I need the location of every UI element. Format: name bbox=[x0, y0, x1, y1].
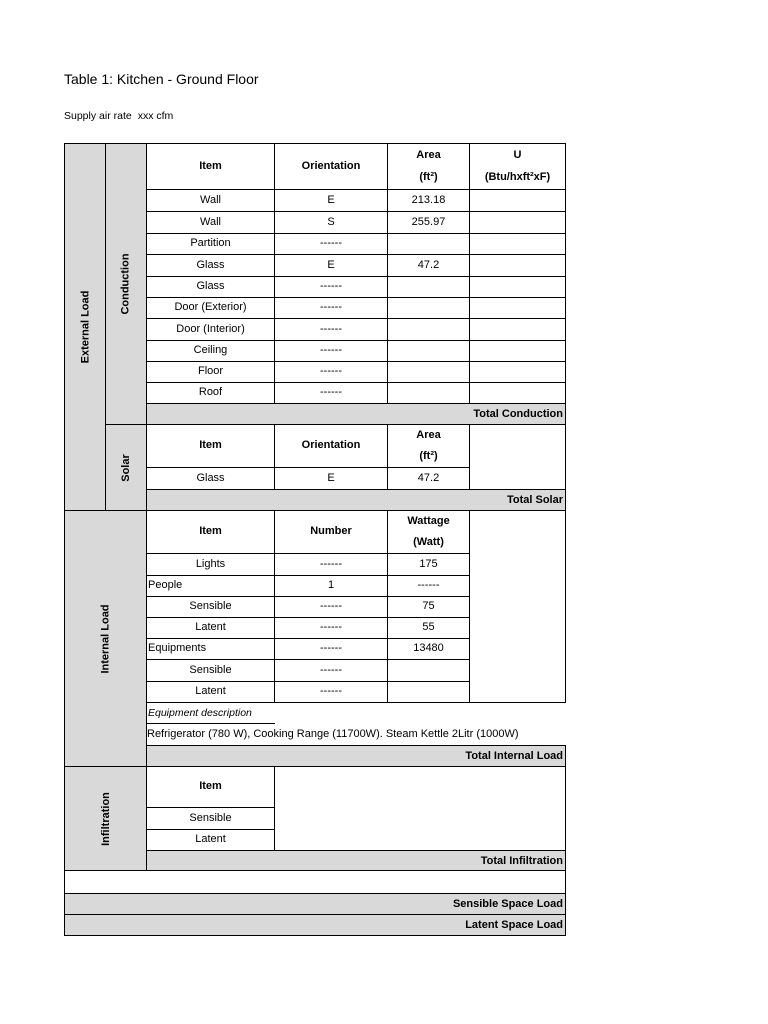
group-solar bbox=[105, 424, 147, 511]
conduction-header-area-unit: (ft²) bbox=[419, 170, 438, 183]
internal-number-cell: ------ bbox=[274, 553, 388, 576]
equipment-description-label: Equipment description bbox=[148, 707, 252, 719]
solar-item-cell: Glass bbox=[146, 467, 275, 490]
internal-item-cell: Latent bbox=[146, 617, 275, 639]
conduction-header-orientation bbox=[274, 143, 388, 190]
conduction-area-cell bbox=[387, 361, 470, 383]
internal-wattage-cell: 55 bbox=[387, 617, 470, 639]
infiltration-value-cell bbox=[274, 766, 566, 851]
internal-item-cell: Sensible bbox=[146, 659, 275, 682]
conduction-u-cell bbox=[469, 340, 566, 362]
internal-item-cell: People bbox=[146, 575, 275, 597]
solar-header-item-label: Item bbox=[199, 439, 222, 452]
internal-header-number bbox=[274, 510, 388, 554]
conduction-item-cell: Floor bbox=[146, 361, 275, 383]
total-conduction-row: Total Conduction bbox=[146, 403, 566, 425]
internal-item-cell: Sensible bbox=[146, 596, 275, 618]
conduction-orientation-cell: ------ bbox=[274, 361, 388, 383]
conduction-item-cell: Door (Interior) bbox=[146, 318, 275, 341]
internal-number-cell: ------ bbox=[274, 638, 388, 660]
group-external-load bbox=[64, 143, 106, 511]
internal-wattage-cell: 13480 bbox=[387, 638, 470, 660]
conduction-header-item bbox=[146, 143, 275, 190]
conduction-item-cell: Wall bbox=[146, 211, 275, 234]
internal-number-cell: ------ bbox=[274, 659, 388, 682]
conduction-u-cell bbox=[469, 276, 566, 298]
conduction-header-area-label: Area bbox=[416, 149, 441, 162]
conduction-orientation-cell: E bbox=[274, 254, 388, 277]
conduction-u-cell bbox=[469, 233, 566, 255]
internal-number-cell: ------ bbox=[274, 617, 388, 639]
internal-wattage-cell bbox=[387, 681, 470, 703]
infiltration-item-cell: Sensible bbox=[146, 807, 275, 830]
group-solar-text: Solar bbox=[119, 453, 132, 482]
internal-wattage-cell: ------ bbox=[387, 575, 470, 597]
conduction-area-cell: 255.97 bbox=[387, 211, 470, 234]
internal-header-number-label: Number bbox=[310, 525, 352, 538]
conduction-orientation-cell: ------ bbox=[274, 276, 388, 298]
internal-wattage-cell bbox=[387, 659, 470, 682]
solar-header-area-unit: (ft²) bbox=[419, 450, 438, 462]
infiltration-item-cell: Latent bbox=[146, 829, 275, 851]
total-internal-load-row: Total Internal Load bbox=[146, 745, 566, 767]
supply-value: xxx cfm bbox=[137, 110, 174, 122]
conduction-header-area bbox=[387, 143, 470, 190]
conduction-item-cell: Partition bbox=[146, 233, 275, 255]
page-title: Table 1: Kitchen - Ground Floor bbox=[64, 71, 259, 87]
solar-area-cell: 47.2 bbox=[387, 467, 470, 490]
internal-item-cell: Equipments bbox=[146, 638, 275, 660]
solar-orientation-cell: E bbox=[274, 467, 388, 490]
conduction-item-cell: Roof bbox=[146, 382, 275, 404]
internal-item-cell: Latent bbox=[146, 681, 275, 703]
total-solar-row: Total Solar bbox=[146, 489, 566, 511]
conduction-area-cell bbox=[387, 276, 470, 298]
conduction-u-cell bbox=[469, 382, 566, 404]
conduction-orientation-cell: ------ bbox=[274, 233, 388, 255]
conduction-item-cell: Glass bbox=[146, 276, 275, 298]
conduction-header-u-label: U bbox=[513, 149, 522, 162]
solar-header-area-label: Area bbox=[416, 428, 441, 441]
conduction-u-cell bbox=[469, 318, 566, 341]
conduction-orientation-cell: ------ bbox=[274, 382, 388, 404]
conduction-area-cell bbox=[387, 318, 470, 341]
conduction-u-cell bbox=[469, 189, 566, 212]
conduction-area-cell bbox=[387, 382, 470, 404]
internal-item-cell: Lights bbox=[146, 553, 275, 576]
conduction-u-cell bbox=[469, 254, 566, 277]
solar-header-item bbox=[146, 424, 275, 468]
total-infiltration-row: Total Infiltration bbox=[146, 850, 566, 871]
conduction-item-cell: Door (Exterior) bbox=[146, 297, 275, 319]
conduction-item-cell: Glass bbox=[146, 254, 275, 277]
internal-wattage-cell: 175 bbox=[387, 553, 470, 576]
group-internal-load bbox=[64, 510, 147, 767]
equipment-description-text: Refrigerator (780 W), Cooking Range (11700W). Steam Kettle 2Litr (1000W) bbox=[147, 728, 519, 740]
internal-value-cell bbox=[469, 510, 566, 703]
conduction-u-cell bbox=[469, 211, 566, 234]
conduction-header-u-unit: (Btu/hxft²xF) bbox=[484, 170, 551, 183]
group-internal-load-text: Internal Load bbox=[99, 603, 112, 674]
internal-header-wattage-unit: (Watt) bbox=[413, 536, 444, 548]
internal-number-cell: 1 bbox=[274, 575, 388, 597]
infiltration-header-item bbox=[146, 766, 275, 808]
conduction-orientation-cell: S bbox=[274, 211, 388, 234]
conduction-area-cell: 47.2 bbox=[387, 254, 470, 277]
conduction-orientation-cell: ------ bbox=[274, 318, 388, 341]
internal-header-item-label: Item bbox=[199, 525, 222, 538]
group-infiltration-text: Infiltration bbox=[99, 791, 112, 846]
group-conduction bbox=[105, 143, 147, 425]
internal-header-item bbox=[146, 510, 275, 554]
solar-header-orientation-label: Orientation bbox=[301, 439, 361, 452]
conduction-u-cell bbox=[469, 297, 566, 319]
conduction-orientation-cell: ------ bbox=[274, 297, 388, 319]
conduction-area-cell bbox=[387, 340, 470, 362]
group-conduction-text: Conduction bbox=[120, 253, 133, 315]
group-infiltration bbox=[64, 766, 147, 871]
internal-header-wattage bbox=[387, 510, 470, 554]
conduction-header-item-label: Item bbox=[199, 159, 222, 172]
latent-space-load-row: Latent Space Load bbox=[64, 914, 566, 936]
solar-header-orientation bbox=[274, 424, 388, 468]
internal-header-wattage-label: Wattage bbox=[407, 514, 450, 527]
infiltration-header-item-label: Item bbox=[199, 780, 222, 793]
conduction-area-cell bbox=[387, 297, 470, 319]
solar-header-area bbox=[387, 424, 470, 468]
conduction-item-cell: Ceiling bbox=[146, 340, 275, 362]
supply-label: Supply air rate bbox=[64, 110, 132, 122]
conduction-area-cell bbox=[387, 233, 470, 255]
conduction-orientation-cell: E bbox=[274, 189, 388, 212]
internal-number-cell: ------ bbox=[274, 596, 388, 618]
group-external-load-text: External Load bbox=[79, 290, 91, 364]
conduction-item-cell: Wall bbox=[146, 189, 275, 212]
internal-number-cell: ------ bbox=[274, 681, 388, 703]
sensible-space-load-row: Sensible Space Load bbox=[64, 893, 566, 915]
conduction-orientation-cell: ------ bbox=[274, 340, 388, 362]
conduction-u-cell bbox=[469, 361, 566, 383]
supply-air-rate bbox=[64, 110, 179, 122]
solar-value-cell bbox=[469, 424, 566, 490]
conduction-header-orientation-label: Orientation bbox=[301, 159, 361, 172]
equipment-label-underline bbox=[146, 723, 275, 724]
conduction-header-u bbox=[469, 143, 566, 190]
blank-row bbox=[64, 870, 566, 894]
conduction-area-cell: 213.18 bbox=[387, 189, 470, 212]
internal-wattage-cell: 75 bbox=[387, 596, 470, 618]
